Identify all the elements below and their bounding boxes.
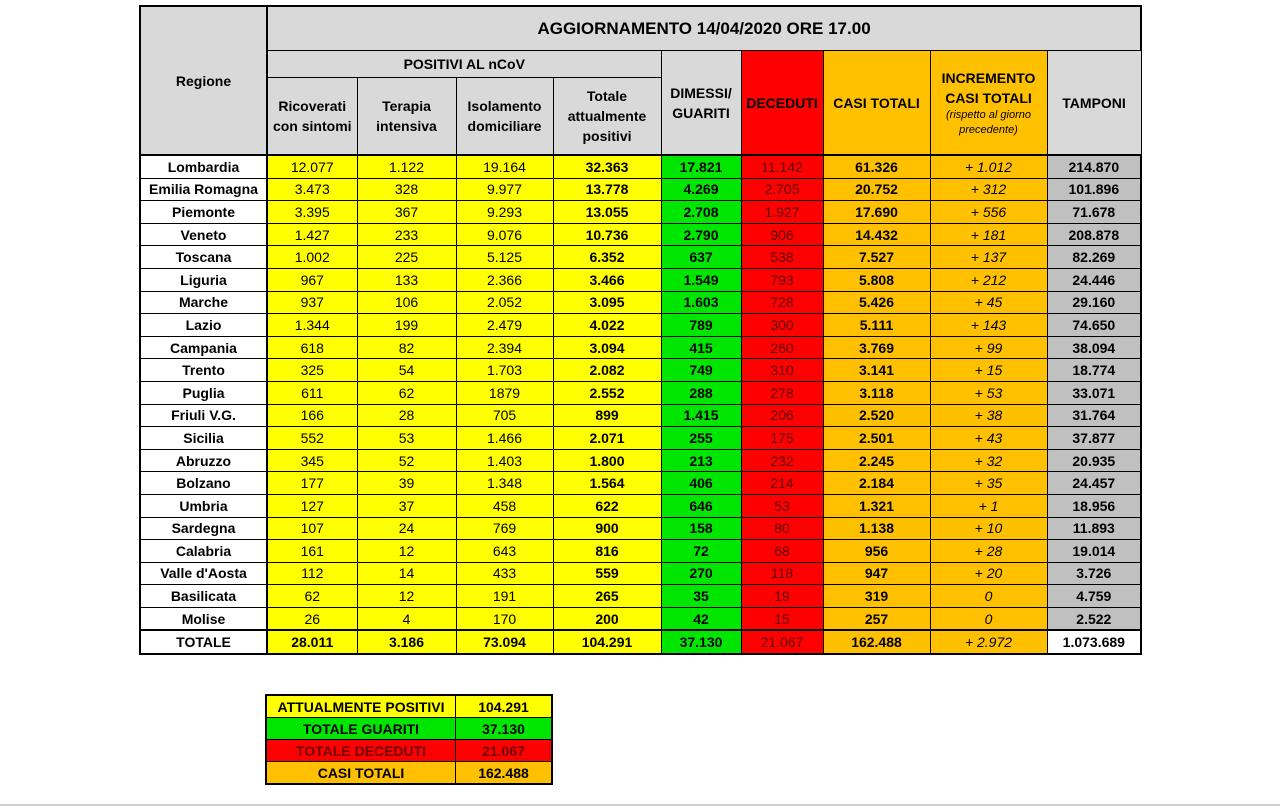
cell-incremento: + 99	[930, 336, 1047, 359]
cell-tamponi: 82.269	[1047, 246, 1141, 269]
cell-tamponi: 4.759	[1047, 585, 1141, 608]
table-row	[140, 472, 1141, 495]
cell-tamponi: 2.522	[1047, 607, 1141, 630]
bottom-divider	[0, 804, 1280, 806]
cell-isolamento: 2.052	[456, 291, 553, 314]
summary-label: CASI TOTALI	[266, 762, 456, 785]
total-terapia: 3.186	[357, 630, 456, 654]
cell-terapia: 39	[357, 472, 456, 495]
cell-casi: 7.527	[823, 246, 930, 269]
cell-tamponi: 208.878	[1047, 223, 1141, 246]
region-name: Puglia	[140, 381, 267, 404]
summary-value: 104.291	[456, 695, 553, 718]
cell-tamponi: 18.956	[1047, 494, 1141, 517]
cell-tamponi: 37.877	[1047, 427, 1141, 450]
cell-dimessi: 213	[661, 449, 741, 472]
cell-incremento: + 556	[930, 201, 1047, 224]
cell-casi: 3.118	[823, 381, 930, 404]
cell-incremento: + 45	[930, 291, 1047, 314]
cell-isolamento: 1.403	[456, 449, 553, 472]
header-totale-positivi: Totale attualmente positivi	[553, 78, 661, 156]
cell-casi: 3.769	[823, 336, 930, 359]
cell-casi: 5.111	[823, 314, 930, 337]
region-name: Liguria	[140, 268, 267, 291]
region-name: Campania	[140, 336, 267, 359]
region-name: Molise	[140, 607, 267, 630]
cell-deceduti: 310	[741, 359, 823, 382]
cell-dimessi: 789	[661, 314, 741, 337]
cell-dimessi: 4.269	[661, 178, 741, 201]
summary-row-positivi	[266, 695, 552, 718]
cell-tamponi: 18.774	[1047, 359, 1141, 382]
region-name: Trento	[140, 359, 267, 382]
cell-ricoverati: 611	[267, 381, 357, 404]
cell-deceduti: 175	[741, 427, 823, 450]
region-name: Friuli V.G.	[140, 404, 267, 427]
table-row	[140, 223, 1141, 246]
cell-incremento: + 43	[930, 427, 1047, 450]
cell-totale: 1.564	[553, 472, 661, 495]
summary-row-deceduti	[266, 740, 552, 762]
table-row	[140, 607, 1141, 630]
total-tamponi: 1.073.689	[1047, 630, 1141, 654]
cell-dimessi: 637	[661, 246, 741, 269]
table-row	[140, 291, 1141, 314]
header-terapia: Terapia intensiva	[357, 78, 456, 156]
cell-dimessi: 2.790	[661, 223, 741, 246]
cell-dimessi: 35	[661, 585, 741, 608]
cell-totale: 622	[553, 494, 661, 517]
cell-casi: 14.432	[823, 223, 930, 246]
cell-deceduti: 11.142	[741, 155, 823, 178]
cell-casi: 1.321	[823, 494, 930, 517]
cell-totale: 265	[553, 585, 661, 608]
cell-deceduti: 68	[741, 540, 823, 563]
cell-casi: 1.138	[823, 517, 930, 540]
page-title: AGGIORNAMENTO 14/04/2020 ORE 17.00	[267, 6, 1141, 51]
cell-isolamento: 19.164	[456, 155, 553, 178]
header-incremento-label: INCREMENTO CASI TOTALI	[941, 69, 1036, 106]
cell-incremento: + 312	[930, 178, 1047, 201]
cell-terapia: 12	[357, 540, 456, 563]
cell-casi: 61.326	[823, 155, 930, 178]
total-casi: 162.488	[823, 630, 930, 654]
cell-deceduti: 53	[741, 494, 823, 517]
cell-totale: 2.552	[553, 381, 661, 404]
cell-terapia: 4	[357, 607, 456, 630]
cell-isolamento: 433	[456, 562, 553, 585]
cell-deceduti: 260	[741, 336, 823, 359]
cell-incremento: + 212	[930, 268, 1047, 291]
table-row	[140, 562, 1141, 585]
cell-totale: 200	[553, 607, 661, 630]
cell-terapia: 133	[357, 268, 456, 291]
cell-ricoverati: 107	[267, 517, 357, 540]
cell-isolamento: 1.466	[456, 427, 553, 450]
header-incremento-note: (rispetto al giorno precedente)	[946, 108, 1031, 136]
cell-dimessi: 646	[661, 494, 741, 517]
cell-casi: 3.141	[823, 359, 930, 382]
cell-ricoverati: 177	[267, 472, 357, 495]
cell-tamponi: 24.446	[1047, 268, 1141, 291]
cell-terapia: 24	[357, 517, 456, 540]
cell-incremento: + 137	[930, 246, 1047, 269]
cell-deceduti: 80	[741, 517, 823, 540]
cell-totale: 13.055	[553, 201, 661, 224]
cell-casi: 20.752	[823, 178, 930, 201]
cell-ricoverati: 937	[267, 291, 357, 314]
cell-tamponi: 31.764	[1047, 404, 1141, 427]
cell-isolamento: 1.348	[456, 472, 553, 495]
cell-ricoverati: 161	[267, 540, 357, 563]
cell-deceduti: 19	[741, 585, 823, 608]
cell-deceduti: 278	[741, 381, 823, 404]
cell-ricoverati: 552	[267, 427, 357, 450]
cell-terapia: 106	[357, 291, 456, 314]
table-row	[140, 178, 1141, 201]
region-name: Lombardia	[140, 155, 267, 178]
cell-casi: 947	[823, 562, 930, 585]
cell-terapia: 199	[357, 314, 456, 337]
cell-terapia: 328	[357, 178, 456, 201]
table-row	[140, 359, 1141, 382]
cell-tamponi: 33.071	[1047, 381, 1141, 404]
cell-dimessi: 415	[661, 336, 741, 359]
table-row	[140, 336, 1141, 359]
summary-table	[265, 694, 553, 785]
cell-casi: 5.808	[823, 268, 930, 291]
cell-totale: 10.736	[553, 223, 661, 246]
cell-dimessi: 2.708	[661, 201, 741, 224]
cell-totale: 816	[553, 540, 661, 563]
table-row	[140, 404, 1141, 427]
cell-terapia: 12	[357, 585, 456, 608]
cell-tamponi: 38.094	[1047, 336, 1141, 359]
cell-casi: 17.690	[823, 201, 930, 224]
cell-terapia: 54	[357, 359, 456, 382]
cell-casi: 5.426	[823, 291, 930, 314]
cell-ricoverati: 26	[267, 607, 357, 630]
summary-label: ATTUALMENTE POSITIVI	[266, 695, 456, 718]
cell-ricoverati: 618	[267, 336, 357, 359]
region-name: Umbria	[140, 494, 267, 517]
header-deceduti: DECEDUTI	[741, 51, 823, 156]
cell-casi: 257	[823, 607, 930, 630]
total-totale: 104.291	[553, 630, 661, 654]
cell-terapia: 367	[357, 201, 456, 224]
cell-dimessi: 72	[661, 540, 741, 563]
summary-row-casi	[266, 762, 552, 785]
cell-ricoverati: 1.002	[267, 246, 357, 269]
cell-ricoverati: 1.427	[267, 223, 357, 246]
cell-isolamento: 9.977	[456, 178, 553, 201]
cell-incremento: + 15	[930, 359, 1047, 382]
cell-incremento: + 53	[930, 381, 1047, 404]
cell-totale: 3.094	[553, 336, 661, 359]
cell-dimessi: 406	[661, 472, 741, 495]
table-row	[140, 155, 1141, 178]
cell-deceduti: 793	[741, 268, 823, 291]
header-ricoverati: Ricoverati con sintomi	[267, 78, 357, 156]
cell-ricoverati: 12.077	[267, 155, 357, 178]
cell-totale: 4.022	[553, 314, 661, 337]
cell-ricoverati: 3.473	[267, 178, 357, 201]
cell-tamponi: 71.678	[1047, 201, 1141, 224]
cell-deceduti: 15	[741, 607, 823, 630]
cell-dimessi: 1.549	[661, 268, 741, 291]
cell-incremento: + 181	[930, 223, 1047, 246]
region-name: Bolzano	[140, 472, 267, 495]
totals-row	[140, 630, 1141, 654]
cell-isolamento: 2.479	[456, 314, 553, 337]
total-isolamento: 73.094	[456, 630, 553, 654]
cell-isolamento: 769	[456, 517, 553, 540]
region-name: Marche	[140, 291, 267, 314]
cell-incremento: 0	[930, 585, 1047, 608]
region-name: Abruzzo	[140, 449, 267, 472]
cell-tamponi: 19.014	[1047, 540, 1141, 563]
cell-isolamento: 191	[456, 585, 553, 608]
cell-dimessi: 1.415	[661, 404, 741, 427]
region-name: Veneto	[140, 223, 267, 246]
table-row	[140, 540, 1141, 563]
cell-deceduti: 538	[741, 246, 823, 269]
total-dimessi: 37.130	[661, 630, 741, 654]
cell-casi: 2.501	[823, 427, 930, 450]
cell-ricoverati: 3.395	[267, 201, 357, 224]
cell-totale: 3.466	[553, 268, 661, 291]
cell-totale: 899	[553, 404, 661, 427]
cell-isolamento: 9.076	[456, 223, 553, 246]
cell-dimessi: 158	[661, 517, 741, 540]
region-name: Piemonte	[140, 201, 267, 224]
cell-tamponi: 101.896	[1047, 178, 1141, 201]
cell-deceduti: 214	[741, 472, 823, 495]
cell-deceduti: 232	[741, 449, 823, 472]
region-name: Lazio	[140, 314, 267, 337]
cell-incremento: + 10	[930, 517, 1047, 540]
cell-deceduti: 300	[741, 314, 823, 337]
cell-dimessi: 42	[661, 607, 741, 630]
cell-terapia: 52	[357, 449, 456, 472]
totals-label: TOTALE	[140, 630, 267, 654]
region-name: Sardegna	[140, 517, 267, 540]
summary-value: 162.488	[456, 762, 553, 785]
cell-terapia: 225	[357, 246, 456, 269]
header-dimessi: DIMESSI/ GUARITI	[661, 51, 741, 156]
table-row	[140, 268, 1141, 291]
cell-isolamento: 2.394	[456, 336, 553, 359]
cell-ricoverati: 325	[267, 359, 357, 382]
cell-tamponi: 29.160	[1047, 291, 1141, 314]
cell-terapia: 28	[357, 404, 456, 427]
cell-incremento: + 143	[930, 314, 1047, 337]
total-deceduti: 21.067	[741, 630, 823, 654]
cell-deceduti: 1.927	[741, 201, 823, 224]
cell-tamponi: 214.870	[1047, 155, 1141, 178]
cell-dimessi: 270	[661, 562, 741, 585]
cell-terapia: 14	[357, 562, 456, 585]
cell-totale: 1.800	[553, 449, 661, 472]
summary-value: 21.067	[456, 740, 553, 762]
header-region: Regione	[140, 6, 267, 155]
cell-totale: 559	[553, 562, 661, 585]
cell-deceduti: 206	[741, 404, 823, 427]
cell-casi: 2.245	[823, 449, 930, 472]
region-name: Valle d'Aosta	[140, 562, 267, 585]
cell-tamponi: 24.457	[1047, 472, 1141, 495]
cell-totale: 32.363	[553, 155, 661, 178]
table-row	[140, 585, 1141, 608]
summary-row-guariti	[266, 718, 552, 740]
header-casi-totali: CASI TOTALI	[823, 51, 930, 156]
total-ricoverati: 28.011	[267, 630, 357, 654]
cell-isolamento: 458	[456, 494, 553, 517]
cell-deceduti: 906	[741, 223, 823, 246]
cell-incremento: + 32	[930, 449, 1047, 472]
region-name: Emilia Romagna	[140, 178, 267, 201]
region-name: Toscana	[140, 246, 267, 269]
cell-casi: 319	[823, 585, 930, 608]
table-row	[140, 449, 1141, 472]
cell-isolamento: 2.366	[456, 268, 553, 291]
table-row	[140, 201, 1141, 224]
cell-isolamento: 170	[456, 607, 553, 630]
cell-isolamento: 9.293	[456, 201, 553, 224]
total-incremento: + 2.972	[930, 630, 1047, 654]
cell-ricoverati: 127	[267, 494, 357, 517]
cell-incremento: + 1	[930, 494, 1047, 517]
cell-deceduti: 118	[741, 562, 823, 585]
cell-terapia: 53	[357, 427, 456, 450]
cell-terapia: 82	[357, 336, 456, 359]
cell-casi: 2.520	[823, 404, 930, 427]
cell-isolamento: 643	[456, 540, 553, 563]
table-row	[140, 517, 1141, 540]
cell-incremento: 0	[930, 607, 1047, 630]
cell-tamponi: 74.650	[1047, 314, 1141, 337]
cell-ricoverati: 345	[267, 449, 357, 472]
cell-dimessi: 749	[661, 359, 741, 382]
header-isolamento: Isolamento domiciliare	[456, 78, 553, 156]
table-row	[140, 381, 1141, 404]
cell-totale: 2.071	[553, 427, 661, 450]
region-name: Basilicata	[140, 585, 267, 608]
header-tamponi: TAMPONI	[1047, 51, 1141, 156]
cell-isolamento: 5.125	[456, 246, 553, 269]
header-incremento	[930, 51, 1047, 156]
cell-casi: 956	[823, 540, 930, 563]
cell-terapia: 37	[357, 494, 456, 517]
cell-tamponi: 20.935	[1047, 449, 1141, 472]
table-row	[140, 427, 1141, 450]
region-name: Sicilia	[140, 427, 267, 450]
cell-tamponi: 3.726	[1047, 562, 1141, 585]
cell-dimessi: 1.603	[661, 291, 741, 314]
cell-isolamento: 1.703	[456, 359, 553, 382]
cell-isolamento: 705	[456, 404, 553, 427]
cell-isolamento: 1879	[456, 381, 553, 404]
region-name: Calabria	[140, 540, 267, 563]
cell-casi: 2.184	[823, 472, 930, 495]
summary-label: TOTALE GUARITI	[266, 718, 456, 740]
cell-totale: 2.082	[553, 359, 661, 382]
cell-ricoverati: 166	[267, 404, 357, 427]
cell-ricoverati: 967	[267, 268, 357, 291]
cell-dimessi: 288	[661, 381, 741, 404]
cell-incremento: + 1.012	[930, 155, 1047, 178]
cell-totale: 6.352	[553, 246, 661, 269]
cell-deceduti: 2.705	[741, 178, 823, 201]
cell-totale: 900	[553, 517, 661, 540]
cell-terapia: 62	[357, 381, 456, 404]
header-positivi-group: POSITIVI AL nCoV	[267, 51, 661, 78]
cell-terapia: 1.122	[357, 155, 456, 178]
cell-incremento: + 28	[930, 540, 1047, 563]
table-row	[140, 246, 1141, 269]
table-row	[140, 314, 1141, 337]
summary-value: 37.130	[456, 718, 553, 740]
cell-totale: 3.095	[553, 291, 661, 314]
summary-label: TOTALE DECEDUTI	[266, 740, 456, 762]
cell-incremento: + 35	[930, 472, 1047, 495]
cell-terapia: 233	[357, 223, 456, 246]
cell-tamponi: 11.893	[1047, 517, 1141, 540]
table-row	[140, 494, 1141, 517]
cell-incremento: + 38	[930, 404, 1047, 427]
cell-deceduti: 728	[741, 291, 823, 314]
cell-incremento: + 20	[930, 562, 1047, 585]
cell-dimessi: 17.821	[661, 155, 741, 178]
cell-totale: 13.778	[553, 178, 661, 201]
cell-ricoverati: 112	[267, 562, 357, 585]
cell-ricoverati: 62	[267, 585, 357, 608]
cell-ricoverati: 1.344	[267, 314, 357, 337]
covid-region-table	[139, 5, 1142, 655]
cell-dimessi: 255	[661, 427, 741, 450]
